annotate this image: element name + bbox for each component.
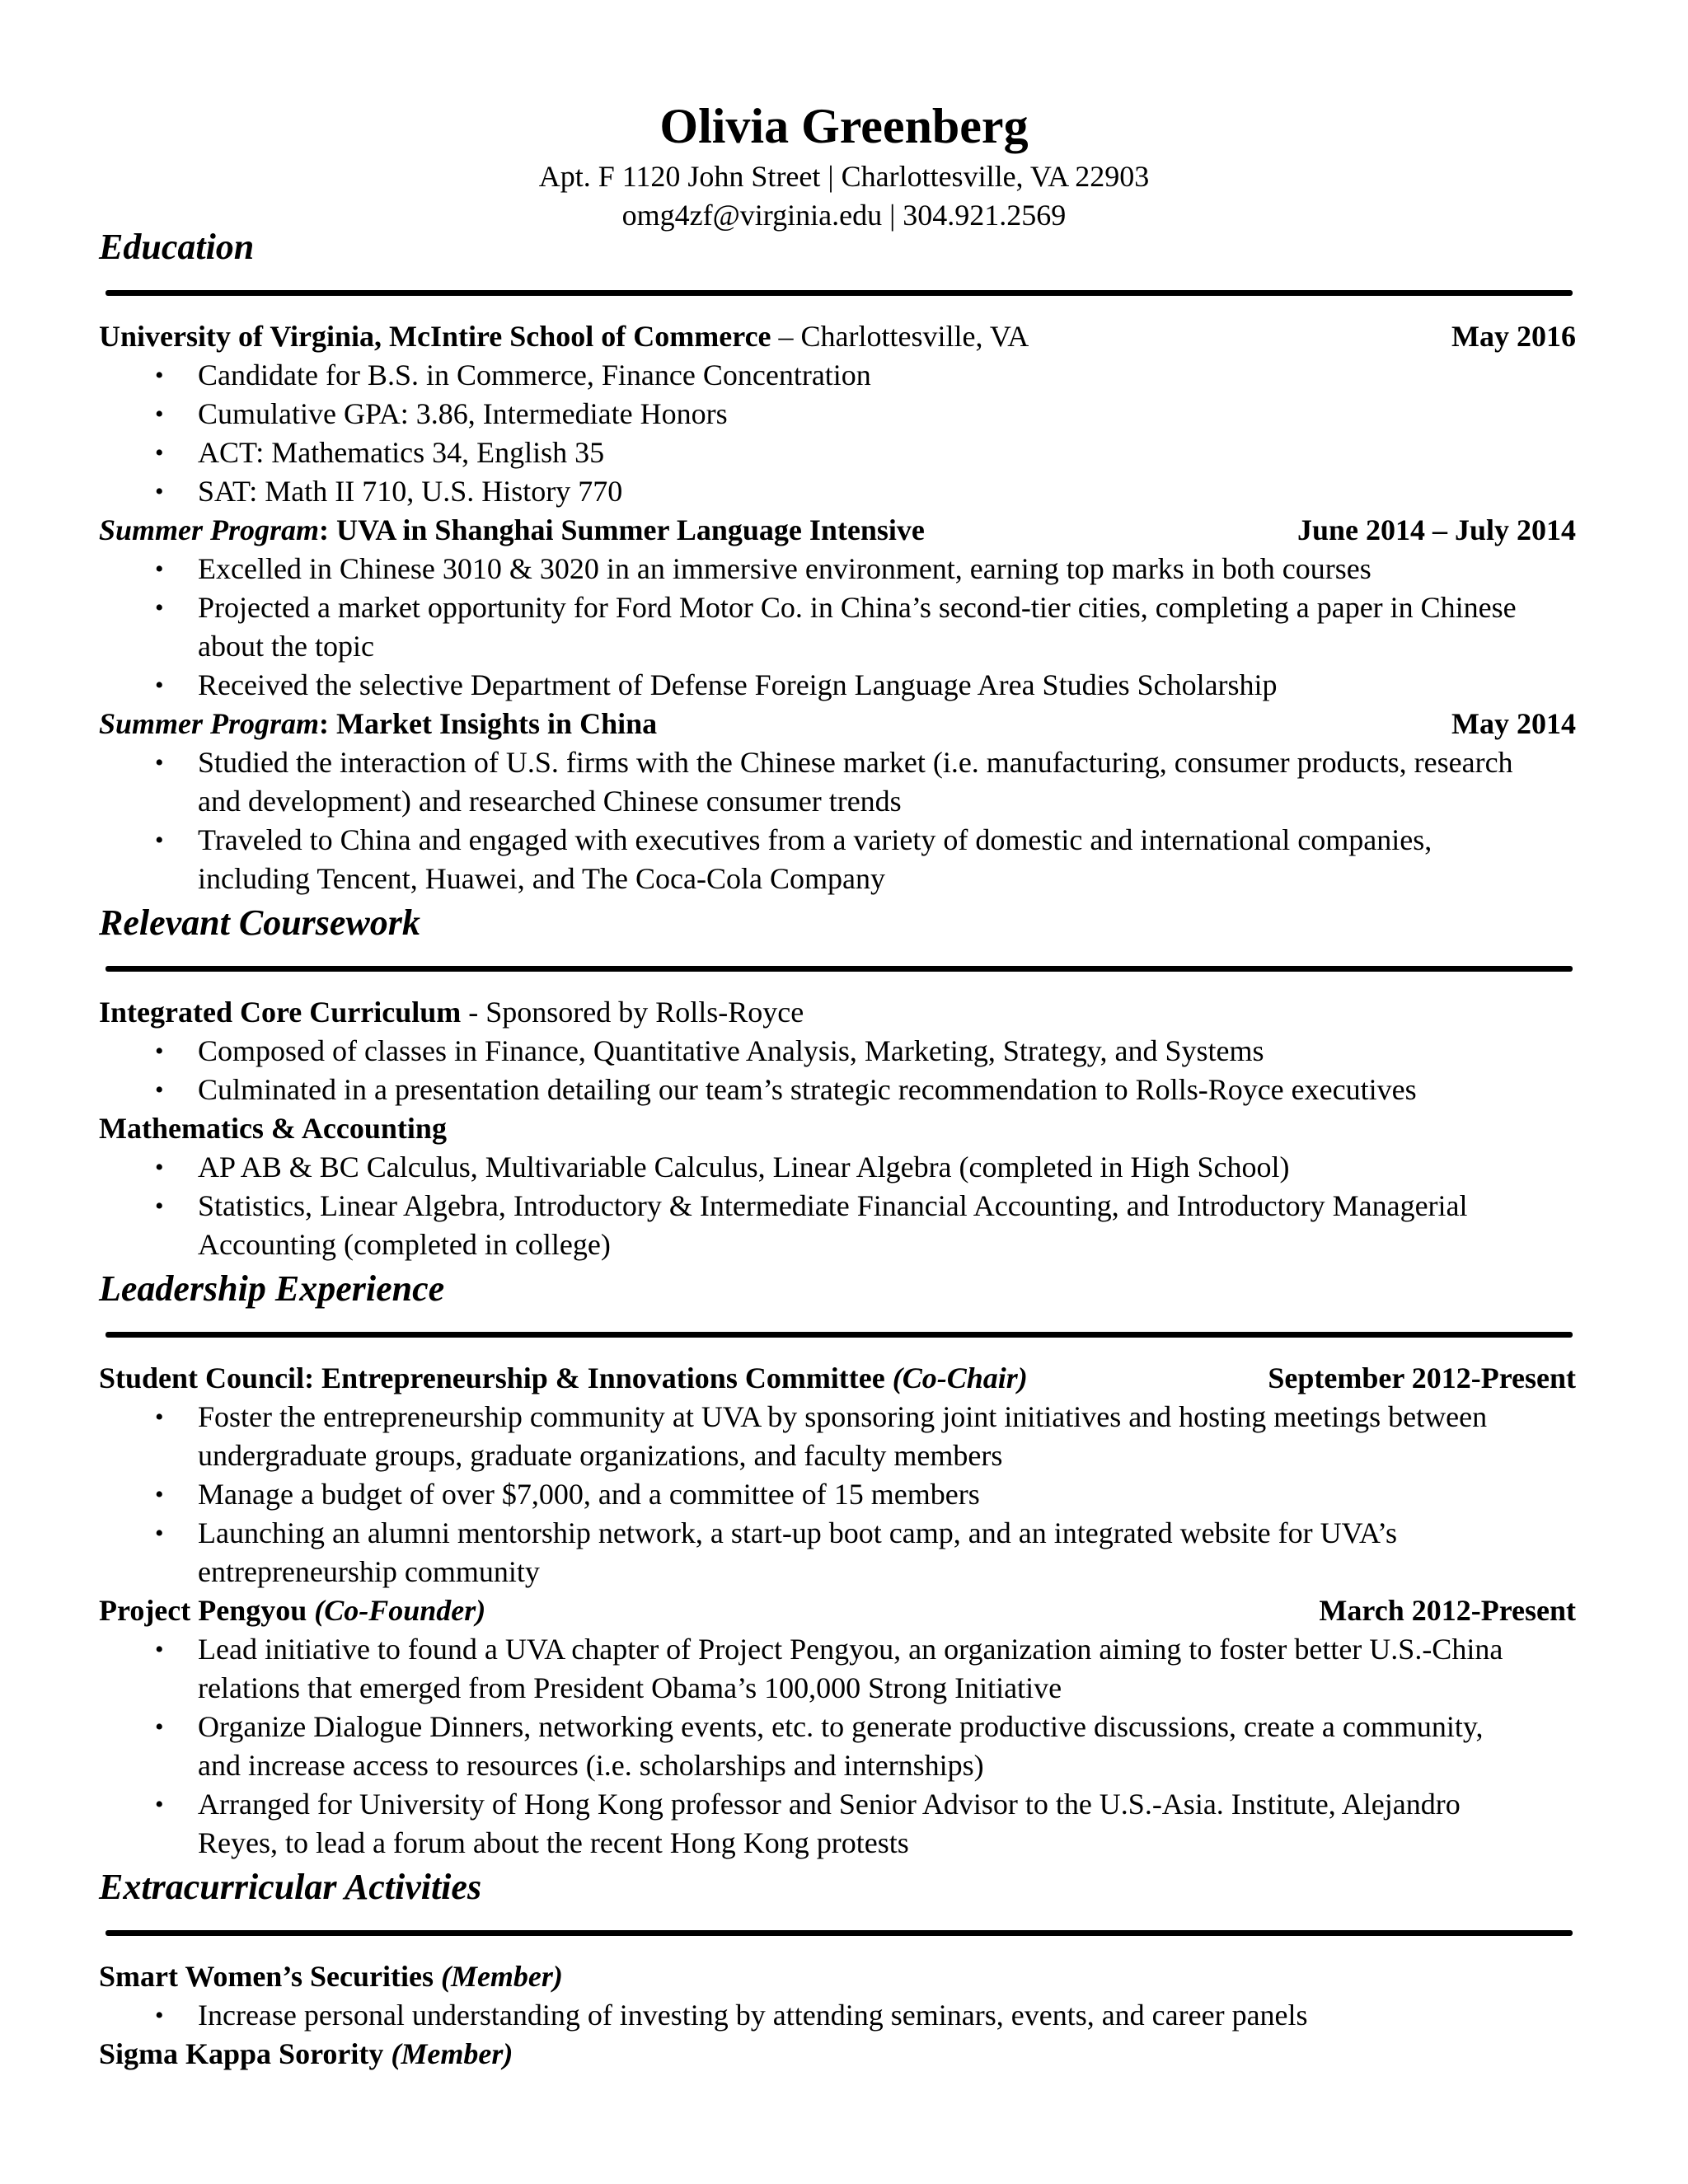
bullet-icon: •	[155, 1038, 164, 1065]
bullet-icon: •	[155, 1791, 164, 1818]
list-item: • Composed of classes in Finance, Quantitative Analysis, Marketing, Strategy, and Systems	[99, 1032, 1582, 1071]
list-item: • Lead initiative to found a UVA chapter of Project Pengyou, an organization aiming to foster better U.S.-China relations that emerged from President Obama’s 100,000 Strong Initiative	[99, 1630, 1582, 1708]
entry-date: May 2016	[1451, 320, 1576, 353]
bullet-list	[99, 1032, 1582, 1109]
bullet-list	[99, 1630, 1582, 1863]
entry-suffix: - Sponsored by Rolls-Royce	[461, 996, 804, 1029]
entry-student-council	[99, 1359, 1582, 1398]
bullet-icon: •	[155, 1193, 164, 1220]
section-title-extracurricular: Extracurricular Activities	[99, 1867, 482, 1907]
bullet-list	[99, 550, 1582, 705]
entry-date: June 2014 – July 2014	[1296, 513, 1576, 546]
list-item: • Foster the entrepreneurship community at UVA by sponsoring joint initiatives and hosting meetings between undergraduate groups, graduate organizations, and faculty members	[99, 1398, 1582, 1475]
list-item: • Projected a market opportunity for Ford Motor Co. in China’s second-tier cities, completing a paper in Chinese about the topic	[99, 588, 1582, 666]
bullet-list	[99, 1148, 1582, 1264]
entry-title: Sigma Kappa Sorority	[99, 2037, 384, 2070]
entry-market-insights	[99, 705, 1582, 743]
list-item: • Organize Dialogue Dinners, networking events, etc. to generate productive discussions, create a community, and increase access to resources (i.e. scholarships and internships)	[99, 1708, 1582, 1785]
list-item: • Traveled to China and engaged with executives from a variety of domestic and international companies, including Tencent, Huawei, and The Coca-Cola Company	[99, 821, 1582, 898]
entry-title: Project Pengyou	[99, 1594, 307, 1627]
list-item: • Statistics, Linear Algebra, Introductory & Intermediate Financial Accounting, and Introductory Managerial Accounting (completed in college)	[99, 1187, 1582, 1264]
section-divider	[106, 1930, 1573, 1936]
list-item: • ACT: Mathematics 34, English 35	[99, 434, 1582, 472]
bullet-icon: •	[155, 2002, 164, 2029]
bullet-list	[99, 743, 1582, 898]
resume-body	[99, 223, 1582, 2074]
entry-title: Mathematics & Accounting	[99, 1112, 447, 1145]
bullet-icon: •	[155, 401, 164, 428]
entry-org: University of Virginia, McIntire School of Commerce	[99, 320, 771, 353]
entry-title: : Market Insights in China	[319, 707, 658, 740]
address-line: Apt. F 1120 John Street | Charlottesville, VA 22903	[538, 160, 1150, 193]
bullet-icon: •	[155, 749, 164, 776]
bullet-icon: •	[155, 594, 164, 621]
entry-uva	[99, 317, 1582, 356]
bullet-icon: •	[155, 555, 164, 583]
entry-title: Integrated Core Curriculum	[99, 996, 462, 1029]
list-item: • Increase personal understanding of investing by attending seminars, events, and career panels	[99, 1996, 1582, 2035]
list-item: • Excelled in Chinese 3010 & 3020 in an immersive environment, earning top marks in both courses	[99, 550, 1582, 588]
entry-prefix: Summer Program	[99, 513, 320, 546]
entry-date: May 2014	[1451, 707, 1576, 740]
entry-role: (Member)	[391, 2037, 513, 2070]
entry-date: March 2012-Present	[1319, 1594, 1576, 1627]
list-item: • Received the selective Department of Defense Foreign Language Area Studies Scholarship	[99, 666, 1582, 705]
entry-project-pengyou	[99, 1591, 1582, 1630]
bullet-list	[99, 1996, 1582, 2035]
entry-role: (Co-Founder)	[314, 1594, 486, 1627]
entry-core-curriculum	[99, 993, 1582, 1032]
bullet-icon: •	[155, 1481, 164, 1508]
section-divider	[106, 966, 1573, 972]
entry-location: – Charlottesville, VA	[771, 320, 1029, 353]
list-item: • Cumulative GPA: 3.86, Intermediate Honors	[99, 395, 1582, 434]
entry-math-accounting	[99, 1109, 1582, 1148]
list-item: • SAT: Math II 710, U.S. History 770	[99, 472, 1582, 511]
bullet-icon: •	[155, 827, 164, 854]
entry-shanghai	[99, 511, 1582, 550]
bullet-icon: •	[155, 1404, 164, 1431]
entry-title: : UVA in Shanghai Summer Language Intensive	[319, 513, 925, 546]
section-title-education: Education	[99, 227, 255, 267]
bullet-list	[99, 1398, 1582, 1591]
bullet-icon: •	[155, 362, 164, 389]
entry-title: Smart Women’s Securities	[99, 1960, 434, 1993]
entry-prefix: Summer Program	[99, 707, 320, 740]
section-divider	[106, 290, 1573, 296]
bullet-icon: •	[155, 1520, 164, 1547]
entry-role: (Co-Chair)	[892, 1361, 1028, 1394]
bullet-icon: •	[155, 1636, 164, 1663]
section-title-coursework: Relevant Coursework	[99, 902, 420, 943]
entry-sigma-kappa	[99, 2035, 1582, 2074]
section-title-leadership: Leadership Experience	[99, 1268, 445, 1309]
bullet-icon: •	[155, 439, 164, 466]
list-item: • Arranged for University of Hong Kong professor and Senior Advisor to the U.S.-Asia. Institute, Alejandro Reyes, to lead a forum about the recent Hong Kong protests	[99, 1785, 1582, 1863]
bullet-icon: •	[155, 1154, 164, 1181]
list-item: • Candidate for B.S. in Commerce, Finance Concentration	[99, 356, 1582, 395]
list-item: • Studied the interaction of U.S. firms with the Chinese market (i.e. manufacturing, consumer products, research and development) and researched Chinese consumer trends	[99, 743, 1582, 821]
entry-title: Student Council: Entrepreneurship & Innovations Committee	[99, 1361, 885, 1394]
bullet-list	[99, 356, 1582, 511]
list-item: • Culminated in a presentation detailing our team’s strategic recommendation to Rolls-Royce executives	[99, 1071, 1582, 1109]
list-item: • AP AB & BC Calculus, Multivariable Calculus, Linear Algebra (completed in High School)	[99, 1148, 1582, 1187]
section-divider	[106, 1332, 1573, 1338]
resume-header	[0, 95, 1688, 235]
entry-smart-womens-securities	[99, 1957, 1582, 1996]
bullet-icon: •	[155, 478, 164, 505]
candidate-name: Olivia Greenberg	[659, 99, 1029, 153]
list-item: • Manage a budget of over $7,000, and a committee of 15 members	[99, 1475, 1582, 1514]
contact-line: omg4zf@virginia.edu | 304.921.2569	[621, 199, 1067, 232]
bullet-icon: •	[155, 1713, 164, 1741]
entry-date: September 2012-Present	[1268, 1361, 1576, 1394]
entry-role: (Member)	[440, 1960, 563, 1993]
bullet-icon: •	[155, 1076, 164, 1104]
bullet-icon: •	[155, 672, 164, 699]
list-item: • Launching an alumni mentorship network, a start-up boot camp, and an integrated website for UVA’s entrepreneurship community	[99, 1514, 1582, 1591]
